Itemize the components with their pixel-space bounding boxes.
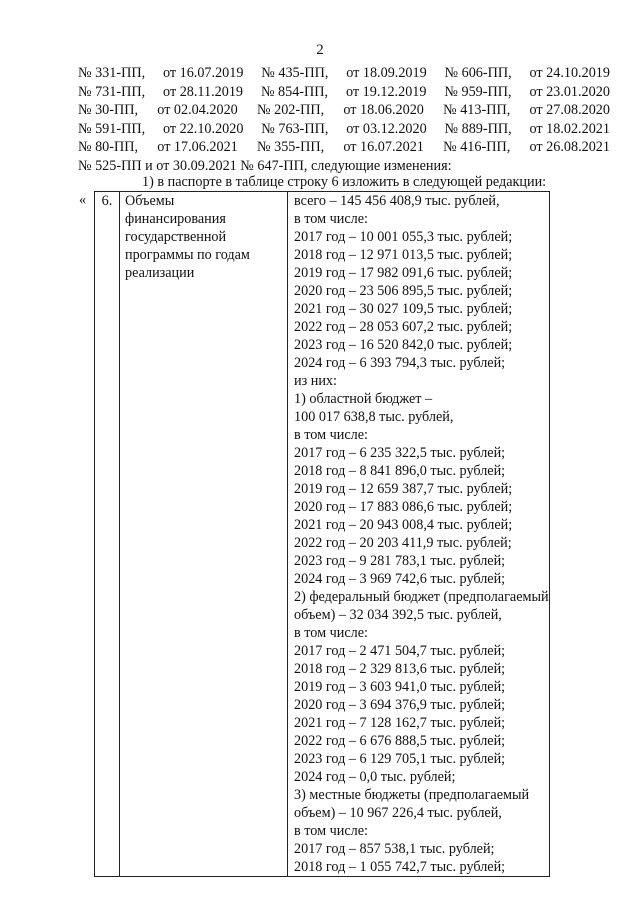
funding-line: 2020 год – 3 694 376,9 тыс. рублей; — [294, 697, 506, 713]
row-number: 6. — [95, 192, 120, 877]
decree-date: от 02.04.2020 — [157, 102, 238, 119]
decree-number: № 591-ПП, — [78, 120, 146, 137]
row-value — [288, 192, 550, 877]
decree-date: от 16.07.2019 — [162, 65, 244, 81]
label-line: финансирования — [125, 211, 226, 227]
funding-line: в том числе: — [294, 625, 368, 641]
funding-line: 2023 год – 16 520 842,0 тыс. рублей; — [294, 337, 513, 353]
label-line: Объемы — [125, 193, 175, 209]
funding-line: 2018 год – 8 841 896,0 тыс. рублей; — [294, 463, 506, 479]
funding-line: из них: — [294, 373, 337, 389]
funding-line: 2023 год – 6 129 705,1 тыс. рублей; — [294, 751, 506, 767]
decree-number: № 202-ПП, — [257, 102, 325, 119]
funding-line: 100 017 638,8 тыс. рублей, — [294, 409, 454, 425]
funding-line: 3) местные бюджеты (предполагаемый — [294, 787, 530, 803]
funding-line: в том числе: — [294, 211, 368, 227]
decree-number: № 763-ПП, — [261, 120, 329, 137]
funding-line: 1) областной бюджет – — [294, 391, 433, 407]
funding-line: 2018 год – 1 055 742,7 тыс. рублей; — [294, 859, 506, 875]
decree-date: от 24.10.2019 — [529, 65, 610, 81]
row-label — [120, 192, 288, 877]
opening-quote: « — [79, 192, 87, 208]
funding-line: 2021 год – 30 027 109,5 тыс. рублей; — [294, 301, 513, 317]
funding-line: 2017 год – 10 001 055,3 тыс. рублей; — [294, 229, 513, 245]
decree-date: от 03.12.2020 — [346, 120, 427, 137]
decree-number: № 30-ПП, — [78, 102, 139, 119]
funding-line: 2019 год – 3 603 941,0 тыс. рублей; — [294, 679, 506, 695]
page-number: 2 — [316, 42, 324, 58]
decree-row — [78, 120, 610, 139]
funding-line: объем) – 10 967 226,4 тыс. рублей, — [294, 805, 502, 821]
decree-number: № 889-ПП, — [444, 120, 512, 137]
decree-row — [78, 101, 610, 120]
table-row — [95, 192, 550, 877]
funding-line: 2018 год – 12 971 013,5 тыс. рублей; — [294, 247, 513, 263]
decree-number: № 854-ПП, — [260, 83, 329, 100]
funding-line: 2017 год – 6 235 322,5 тыс. рублей; — [294, 445, 506, 461]
passport-table — [94, 191, 550, 877]
funding-line: 2022 год – 20 203 411,9 тыс. рублей; — [294, 535, 512, 551]
funding-line: 2019 год – 17 982 091,6 тыс. рублей; — [294, 265, 513, 281]
funding-line: 2021 год – 20 943 008,4 тыс. рублей; — [294, 517, 513, 533]
funding-line: 2022 год – 6 676 888,5 тыс. рублей; — [294, 733, 506, 749]
funding-line: 2024 год – 0,0 тыс. рублей; — [294, 769, 456, 785]
decree-list — [78, 64, 610, 157]
decree-number: № 959-ПП, — [444, 83, 512, 100]
decree-date: от 18.06.2020 — [343, 102, 424, 119]
funding-line: 2023 год – 9 281 783,1 тыс. рублей; — [294, 553, 506, 569]
funding-line: всего – 145 456 408,9 тыс. рублей, — [294, 193, 500, 209]
amendment-instruction: 1) в паспорте в таблице строку 6 изложить в следующей редакции: — [142, 174, 547, 190]
decree-row — [78, 138, 610, 157]
decree-number: № 435-ПП, — [261, 65, 329, 81]
decree-date: от 27.08.2020 — [529, 102, 610, 119]
funding-line: 2020 год – 17 883 086,6 тыс. рублей; — [294, 499, 513, 515]
decree-date: от 19.12.2019 — [345, 83, 427, 100]
label-line: программы по годам — [125, 247, 250, 263]
decree-number: № 606-ПП, — [444, 65, 512, 81]
decree-row — [78, 64, 610, 83]
decree-date: от 28.11.2019 — [163, 83, 244, 100]
funding-line: 2019 год – 12 659 387,7 тыс. рублей; — [294, 481, 513, 497]
decree-number: № 355-ПП, — [257, 139, 325, 156]
decree-number: № 416-ПП, — [443, 139, 511, 156]
decree-date: от 22.10.2020 — [162, 120, 244, 137]
decree-number: № 413-ПП, — [443, 102, 511, 119]
funding-line: в том числе: — [294, 823, 368, 839]
label-line: реализации — [125, 265, 195, 281]
decree-date: от 18.09.2019 — [346, 65, 427, 81]
funding-line: объем) – 32 034 392,5 тыс. рублей, — [294, 607, 502, 623]
decree-row — [78, 83, 610, 102]
funding-line: 2022 год – 28 053 607,2 тыс. рублей; — [294, 319, 513, 335]
funding-line: 2024 год – 6 393 794,3 тыс. рублей; — [294, 355, 506, 371]
funding-line: 2017 год – 2 471 504,7 тыс. рублей; — [294, 643, 506, 659]
funding-line: 2020 год – 23 506 895,5 тыс. рублей; — [294, 283, 513, 299]
funding-line: 2017 год – 857 538,1 тыс. рублей; — [294, 841, 495, 857]
decree-number: № 331-ПП, — [78, 65, 146, 81]
decree-number: № 80-ПП, — [78, 139, 139, 156]
decree-date: от 23.01.2020 — [529, 83, 610, 100]
label-line: государственной — [125, 229, 227, 245]
decree-date: от 16.07.2021 — [343, 139, 424, 156]
decree-number: № 731-ПП, — [78, 83, 146, 100]
funding-line: 2021 год – 7 128 162,7 тыс. рублей; — [294, 715, 506, 731]
funding-line: 2018 год – 2 329 813,6 тыс. рублей; — [294, 661, 506, 677]
decree-list-tail: № 525-ПП и от 30.09.2021 № 647-ПП, следующие изменения: — [78, 158, 452, 174]
decree-date: от 26.08.2021 — [529, 139, 610, 156]
decree-date: от 18.02.2021 — [529, 120, 610, 137]
decree-date: от 17.06.2021 — [157, 139, 238, 156]
funding-line: 2024 год – 3 969 742,6 тыс. рублей; — [294, 571, 506, 587]
funding-line: 2) федеральный бюджет (предполагаемый — [294, 589, 549, 605]
funding-line: в том числе: — [294, 427, 368, 443]
